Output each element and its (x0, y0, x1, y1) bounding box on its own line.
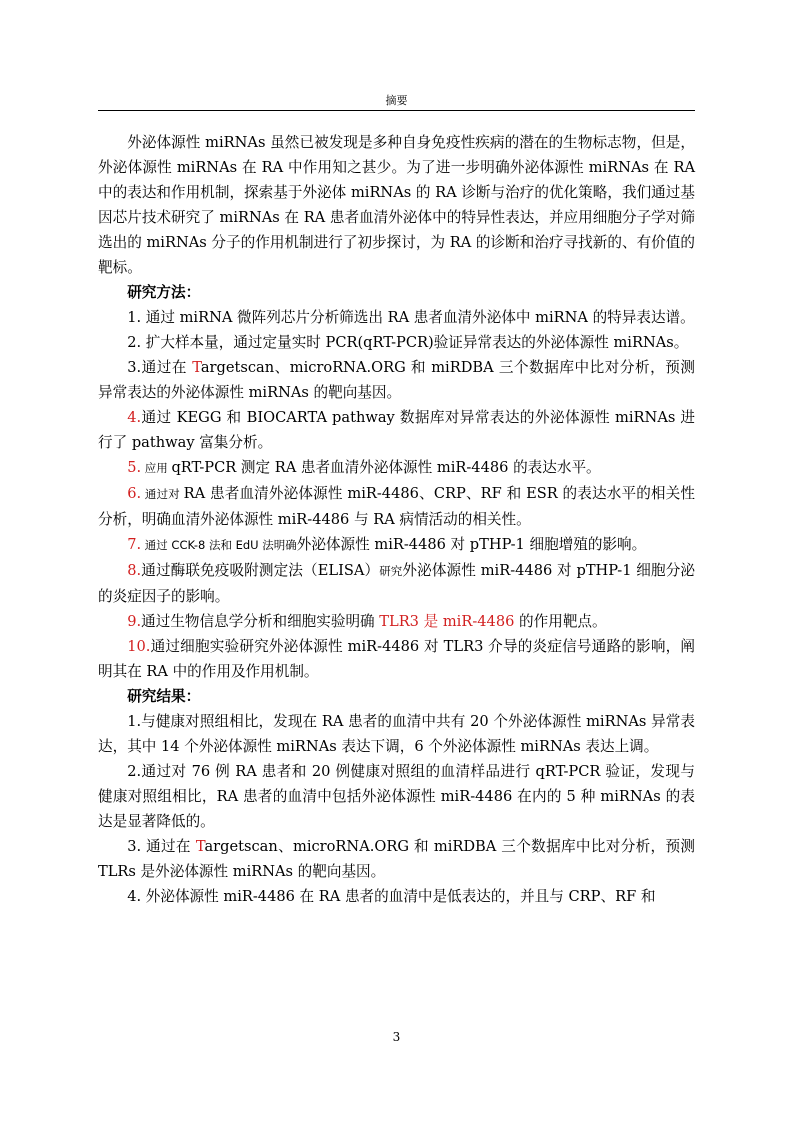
highlighted-text: TLR3 是 miR-4486 (379, 613, 515, 630)
result-item: 4. 外泌体源性 miR-4486 在 RA 患者的血清中是低表达的，并且与 CRP、RF 和 (127, 888, 656, 905)
method-text: 外泌体源性 miR-4486 对 pTHP-1 细胞增殖的影响。 (296, 536, 647, 553)
page-number: 3 (392, 1030, 401, 1044)
method-text-small: 通过 CCK-8 法和 EdU 法明确 (141, 538, 297, 552)
method-item: 1. 通过 miRNA 微阵列芯片分析筛选出 RA 患者血清外泌体中 miRNA 的特异表达谱。 (127, 309, 695, 326)
method-text: RA 患者血清外泌体源性 miR-4486、CRP、RF 和 ESR 的表达水平的相关性分析，明确血清外泌体源性 miR-4486 与 RA 病情活动的相关性。 (98, 485, 696, 528)
method-item (98, 481, 695, 532)
method-item: 2. 扩大样本量，通过定量实时 PCR(qRT-PCR)验证异常表达的外泌体源性 miRNAs。 (127, 334, 689, 351)
method-text: 通过酶联免疫吸附测定法（ELISA） (141, 562, 380, 579)
method-text-small: 研究 (379, 564, 403, 578)
highlighted-text: T (192, 359, 201, 376)
method-text: 的作用靶点。 (514, 613, 607, 630)
document-body (98, 130, 695, 909)
method-number: 9. (127, 613, 142, 630)
method-number: 6. (127, 485, 142, 502)
method-item (98, 355, 695, 405)
method-number: 4. (127, 409, 142, 426)
result-item: 1.与健康对照组相比，发现在 RA 患者的血清中共有 20 个外泌体源性 miRNAs 异常表达，其中 14 个外泌体源性 miRNAs 表达下调，6 个外泌体源性 miRNAs 表达上调。 (98, 713, 695, 755)
header-rule (98, 110, 695, 111)
method-item (98, 455, 695, 481)
intro-paragraph: 外泌体源性 miRNAs 虽然已被发现是多种自身免疫性疾病的潜在的生物标志物，但是，外泌体源性 miRNAs 在 RA 中作用知之甚少。为了进一步明确外泌体源性 miRNAs 在 RA 中的表达和作用机制，探索基于外泌体 miRNAs 的 RA 诊断与治疗的优化策略，我们通过基因芯片技术研究了 miRNAs 在 RA 患者血清外泌体中的特异性表达，并应用细胞分子学对筛选出的 miRNAs 分子的作用机制进行了初步探讨，为 RA 的诊断和治疗寻找新的、有价值的靶标。 (98, 134, 695, 276)
method-item (98, 405, 695, 455)
result-text: 3. 通过在 (127, 838, 196, 855)
method-text: argetscan、microRNA.ORG 和 miRDBA 三个数据库中比对分析，预测异常表达的外泌体源性 miRNAs 的靶向基因。 (98, 359, 695, 401)
result-item (98, 834, 695, 884)
method-item (98, 609, 695, 634)
method-item (98, 558, 695, 609)
method-item (98, 634, 695, 684)
result-item: 2.通过对 76 例 RA 患者和 20 例健康对照组的血清样品进行 qRT-PCR 验证，发现与健康对照组相比，RA 患者的血清中包括外泌体源性 miR-4486 在内的 5 种 miRNAs 的表达是显著降低的。 (98, 763, 695, 830)
method-number: 5. (127, 459, 142, 476)
method-text: 通过细胞实验研究外泌体源性 miR-4486 对 TLR3 介导的炎症信号通路的影响，阐明其在 RA 中的作用及作用机制。 (98, 638, 695, 680)
method-number: 10. (127, 638, 151, 655)
result-text: argetscan、microRNA.ORG 和 miRDBA 三个数据库中比对分析，预测 TLRs 是外泌体源性 miRNAs 的靶向基因。 (98, 838, 695, 880)
method-item (98, 532, 695, 558)
method-text: 通过 KEGG 和 BIOCARTA pathway 数据库对异常表达的外泌体源性 miRNAs 进行了 pathway 富集分析。 (98, 409, 695, 451)
page-header: 摘要 (385, 94, 408, 107)
method-text: 外泌体源性 miR-4486 对 pTHP-1 细胞分泌的炎症因子的影响。 (98, 562, 695, 605)
method-text-small: 应用 (141, 461, 172, 475)
method-text-small: 通过对 (141, 487, 184, 501)
results-heading: 研究结果： (127, 688, 201, 705)
method-number: 8. (127, 562, 142, 579)
method-text: qRT-PCR 测定 RA 患者血清外泌体源性 miR-4486 的表达水平。 (171, 459, 601, 476)
highlighted-text: T (195, 838, 205, 855)
method-text: 通过生物信息学分析和细胞实验明确 (141, 613, 380, 630)
method-text: 3.通过在 (127, 359, 193, 376)
method-number: 7. (127, 536, 142, 553)
methods-heading: 研究方法： (127, 284, 201, 301)
